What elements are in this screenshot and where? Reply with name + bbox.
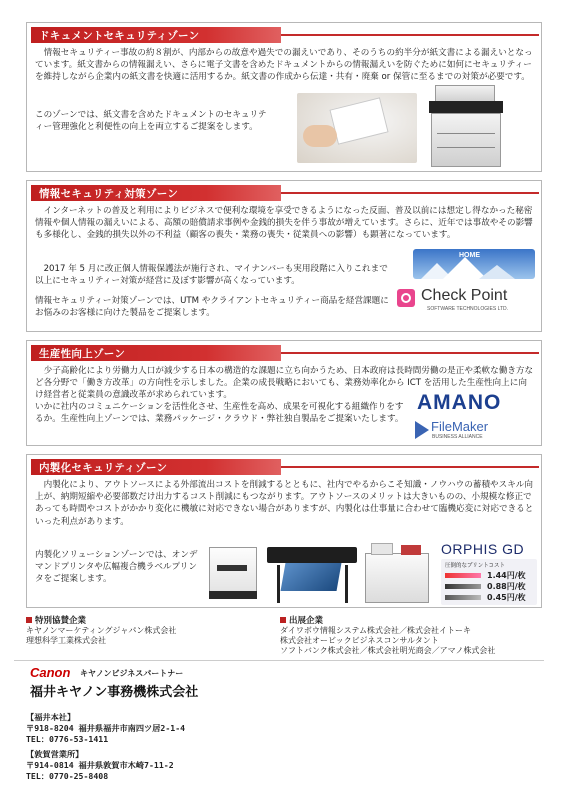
section-title: ドキュメントセキュリティゾーン bbox=[39, 30, 200, 42]
orphis-cost-panel bbox=[441, 559, 537, 605]
partner-label: キヤノンビジネスパートナー bbox=[80, 669, 184, 678]
copier-image bbox=[425, 85, 507, 169]
section-document-security bbox=[26, 22, 542, 172]
orphis-caption: 圧倒的なプリントコスト bbox=[445, 563, 506, 569]
exhibitor-line: ダイワボウ情報システム株式会社／株式会社イトーキ bbox=[280, 626, 472, 635]
section-paragraph: 内製化により、アウトソースによる外部流出コストを削減するとともに、社内でやるからこそ知識・ノウハウの蓄積やスキル向上が、納期短縮や必要部数だけ出力するコスト削減にもつながります。アウトソースのメリットは大きいものの、小規模な修正であっても時間やコストがかかり変化に機敏に対応できない場合がありますが、内製化は仕事量に合わせて臨機応変に対応できるといった利点があります。 bbox=[35, 480, 534, 527]
section-paragraph: いかに社内のコミュニケーションを活性化させ、生産性を高め、成果を可視化する組織作りをするか。生産性向上ゾーンでは、業務パッケージ・クラウド・弊社独自製品をご提案いたします。 bbox=[35, 402, 404, 425]
section-title: 生産性向上ゾーン bbox=[39, 348, 126, 360]
office-name: 【敦賀営業所】 bbox=[26, 749, 84, 759]
section-header bbox=[31, 345, 541, 361]
section-paragraph: 情報セキュリティー事故の約８割が、内部からの故意や過失での漏えいであり、そのうちの約半分が紙文書による漏えいとなっています。紙文書からの情報漏えい、さらに電子文書を含めたドキュメントからの情報漏えいを防ぐために如何にセキュリティーを維持しながら企業内の紙文書を快適に活用するか。紙文書の作成から伝達・共有・廃棄 or 保管に至るまでの対策が必要です。 bbox=[35, 48, 533, 83]
exhibitors-label: 出展企業 bbox=[280, 614, 323, 626]
exhibitor-line: ソフトバンク株式会社／株式会社明光商会／アマノ株式会社 bbox=[280, 646, 496, 655]
orphis-price: 0.88円/枚 bbox=[487, 582, 526, 591]
section-productivity bbox=[26, 340, 542, 446]
home-logo bbox=[413, 249, 535, 279]
orphis-price: 1.44円/枚 bbox=[487, 571, 526, 580]
filemaker-logo-text: FileMaker bbox=[431, 419, 489, 434]
canon-logo: Canon bbox=[30, 665, 71, 680]
section-paragraph: このゾーンでは、紙文書を含めたドキュメントのセキュリティー管理強化と利便性の向上を両立するご提案をします。 bbox=[35, 110, 267, 133]
checkpoint-logo-subtext: SOFTWARE TECHNOLOGIES LTD. bbox=[427, 306, 509, 312]
filemaker-logo-icon bbox=[415, 421, 429, 439]
document-photo bbox=[297, 93, 417, 163]
company-name: 福井キヤノン事務機株式会社 bbox=[30, 684, 199, 699]
office-postal: 〒918-8204 福井県福井市南四ツ居2-1-4 bbox=[26, 723, 186, 733]
office-tel: TEL：0776-53-1411 bbox=[26, 734, 109, 744]
filemaker-logo-subtext: BUSINESS ALLIANCE bbox=[432, 434, 483, 440]
section-paragraph: 情報セキュリティー対策ゾーンでは、UTM やクライアントセキュリティー商品を経営課題にお悩みのお客様に向けた製品をご提案します。 bbox=[35, 296, 389, 319]
exhibitor-line: 株式会社オービックビジネスコンサルタント bbox=[280, 636, 439, 645]
amano-logo: AMANO bbox=[417, 391, 502, 414]
wide-format-printer-image bbox=[267, 541, 357, 605]
label-printer-image bbox=[205, 547, 261, 601]
office-postal: 〒914-0814 福井県敦賀市木崎7-11-2 bbox=[26, 760, 174, 770]
home-logo-text: HOME bbox=[459, 252, 480, 259]
section-title: 内製化セキュリティゾーン bbox=[39, 462, 168, 474]
section-header bbox=[31, 27, 541, 43]
special-sponsor: キヤノンマーケティングジャパン株式会社 bbox=[26, 626, 177, 635]
orphis-price: 0.45円/枚 bbox=[487, 593, 526, 602]
section-info-security bbox=[26, 180, 542, 332]
section-title: 情報セキュリティ対策ゾーン bbox=[39, 188, 179, 200]
section-paragraph: 2017 年 5 月に改正個人情報保護法が施行され、マイナンバーも実用段階に入りこれまで以上にセキュリティー対策が経営に及ぼす影響が高くなっています。 bbox=[35, 264, 388, 287]
office-tel: TEL：0770-25-8408 bbox=[26, 771, 109, 781]
special-sponsor: 理想科学工業株式会社 bbox=[26, 636, 106, 645]
special-sponsors-label: 特別協賛企業 bbox=[26, 614, 86, 626]
section-header bbox=[31, 459, 541, 475]
production-printer-image bbox=[365, 539, 431, 605]
orphis-logo: ORPHIS GD bbox=[441, 541, 525, 557]
office-name: 【福井本社】 bbox=[26, 712, 76, 722]
section-paragraph: 内製化ソリューションゾーンでは、オンデマンドプリンタや広幅複合機ラベルプリンタをご提案します。 bbox=[35, 550, 198, 585]
section-header bbox=[31, 185, 541, 201]
checkpoint-logo-icon bbox=[397, 289, 415, 307]
section-inhouse bbox=[26, 454, 542, 608]
checkpoint-logo-text: Check Point bbox=[421, 287, 508, 304]
section-paragraph: 少子高齢化により労働力人口が減少する日本の構造的な課題に立ち向かうため、日本政府は長時間労働の是正や柔軟な働き方など各分野で「働き方改革」の方向性を示しました。企業の成長戦略においても、業務効率化から ICT を活用した生産性向上に向け経営者と従業員の意識改革が求められています。 bbox=[35, 366, 534, 401]
section-paragraph: インターネットの普及と利用によりビジネスで便利な環境を享受できるようになった反面、普及以前には想定し得なかった秘密情報や個人情報の漏えいによる、高額の賠償請求事例や金銭的損失を伴う事故が増えています。さらに、近年では事故やその影響も多様化し、金銭的損失以外の不利益（顧客の喪失・業務の喪失・従業員への影響）も顕著になっています。 bbox=[35, 206, 533, 241]
